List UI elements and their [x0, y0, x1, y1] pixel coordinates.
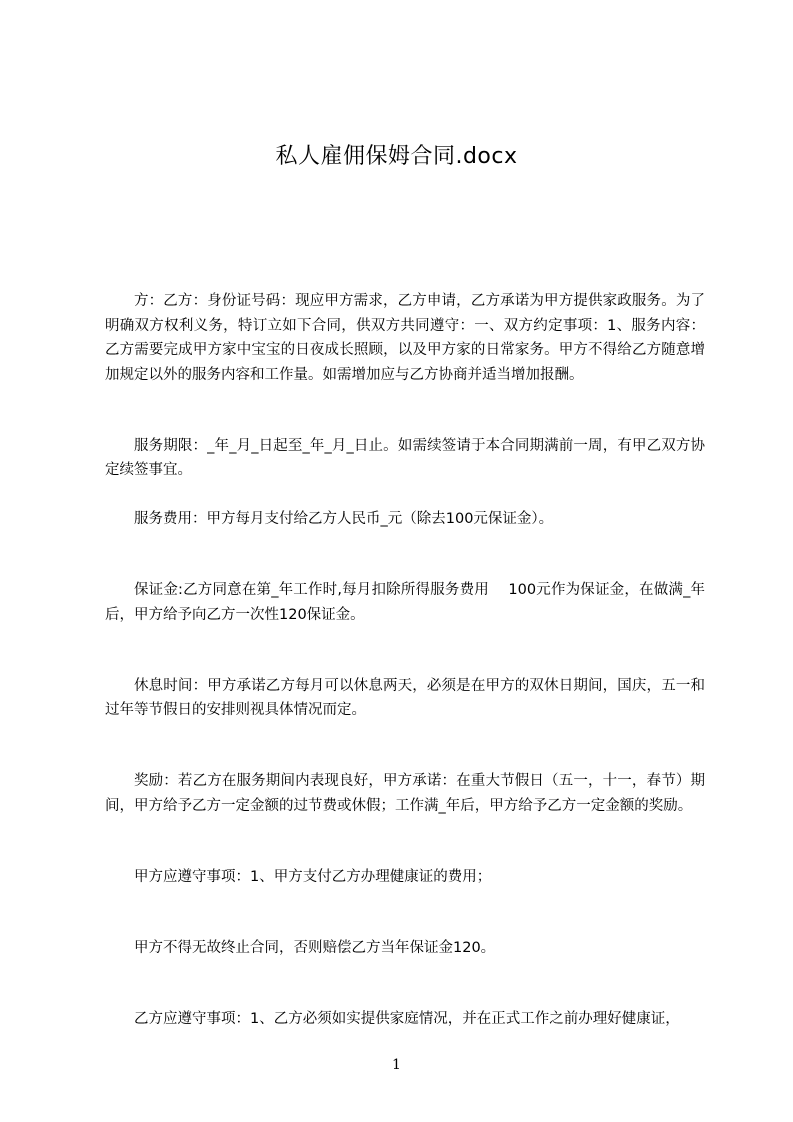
document-body	[105, 289, 705, 1031]
paragraph-termination: 甲方不得无故终止合同，否则赔偿乙方当年保证金120。	[134, 939, 496, 956]
paragraph-deposit: 保证金:乙方同意在第_年工作时,每月扣除所得服务费用 100元作为保证金，在做满_年后，甲方给予向乙方一次性120保证金。	[105, 582, 705, 623]
page-number: 1	[392, 1057, 401, 1073]
paragraph-party-a-duties: 甲方应遵守事项：1、甲方支付乙方办理健康证的费用；	[134, 868, 492, 885]
paragraph-rest-time: 休息时间：甲方承诺乙方每月可以休息两天，必须是在甲方的双休日期间，国庆，五一和过年等节假日的安排则视具体情况而定。	[105, 677, 705, 718]
paragraph-service-period: 服务期限：_年_月_日起至_年_月_日止。如需续签请于本合同期满前一周，有甲乙双方协定续签事宜。	[105, 437, 705, 478]
paragraph-intro: 方：乙方：身份证号码：现应甲方需求，乙方申请，乙方承诺为甲方提供家政服务。为了明确双方权利义务，特订立如下合同，供双方共同遵守：一、双方约定事项：1、服务内容：乙方需要完成甲方家中宝宝的日夜成长照顾，以及甲方家的日常家务。甲方不得给乙方随意增加规定以外的服务内容和工作量。如需增加应与乙方协商并适当增加报酬。	[105, 293, 705, 383]
document-title: 私人雇佣保姆合同.docx	[275, 144, 518, 169]
paragraph-reward: 奖励：若乙方在服务期间内表现良好，甲方承诺：在重大节假日（五一，十一，春节）期间，甲方给予乙方一定金额的过节费或休假；工作满_年后，甲方给予乙方一定金额的奖励。	[105, 773, 705, 814]
paragraph-party-b-duties: 乙方应遵守事项：1、乙方必须如实提供家庭情况，并在正式工作之前办理好健康证，	[134, 1010, 680, 1027]
paragraph-service-fee: 服务费用：甲方每月支付给乙方人民币_元（除去100元保证金）。	[134, 511, 554, 527]
